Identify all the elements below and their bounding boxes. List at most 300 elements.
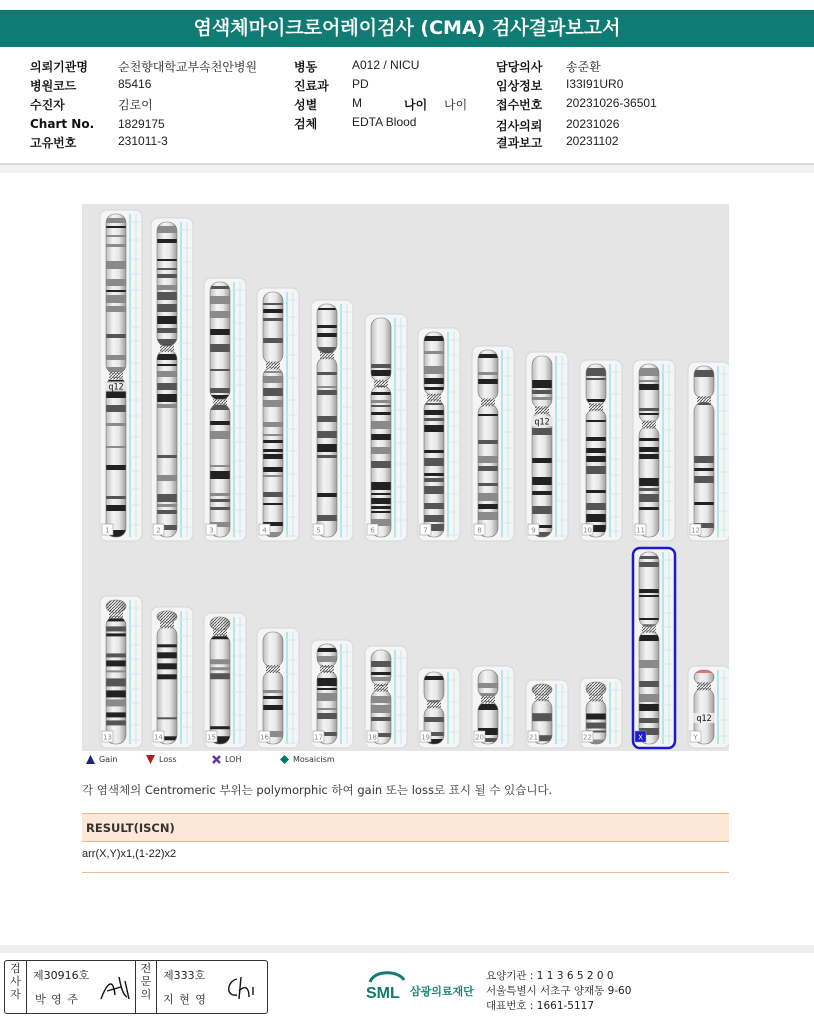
band	[317, 455, 337, 458]
band	[424, 336, 444, 341]
band	[639, 704, 659, 711]
sex-label: 성별	[294, 98, 318, 112]
age-label: 나이	[404, 98, 428, 112]
band	[639, 438, 659, 441]
band	[106, 653, 126, 657]
triangle-up-icon	[86, 755, 95, 764]
unique-id-value: 231011-3	[118, 134, 168, 148]
patient-value: 김로이	[118, 98, 153, 112]
band	[263, 318, 283, 321]
band	[157, 475, 177, 481]
band	[157, 328, 177, 333]
legend-loh	[212, 755, 241, 764]
signature-box	[4, 960, 268, 1014]
chromosome-10	[586, 364, 606, 537]
band	[586, 490, 606, 493]
cross-icon	[212, 755, 221, 764]
band	[317, 693, 337, 701]
band	[478, 379, 498, 384]
band	[424, 425, 444, 432]
result-iscn-value: arr(X,Y)x1,(1-22)x2	[82, 848, 177, 860]
band	[157, 455, 177, 458]
band	[263, 503, 283, 505]
band	[371, 506, 391, 509]
band	[157, 383, 177, 390]
physician-value: 송준환	[566, 60, 601, 74]
band	[586, 456, 606, 462]
foundation-name: 삼광의료재단	[410, 985, 474, 998]
band	[157, 239, 177, 243]
chromosome-number-17: 17	[314, 733, 323, 742]
band	[210, 507, 230, 510]
band	[317, 386, 337, 388]
chromosome-number-1: 1	[105, 526, 110, 535]
chromosome-17	[317, 644, 337, 744]
band	[424, 387, 444, 390]
band	[157, 644, 177, 647]
legend-loh-label: LOH	[225, 755, 242, 764]
band	[371, 672, 391, 675]
band	[371, 412, 391, 415]
band	[210, 421, 230, 425]
chromosome-5	[317, 304, 337, 537]
band	[586, 378, 606, 380]
band-annotation-Y: q12	[696, 713, 712, 724]
chromosome-body	[639, 552, 659, 744]
band	[263, 454, 283, 459]
hospital-code-value: 85416	[118, 77, 152, 91]
band	[424, 450, 444, 453]
band	[317, 515, 337, 521]
chromosome-number-9: 9	[531, 526, 536, 535]
band	[371, 677, 391, 681]
band	[424, 503, 444, 509]
band	[317, 416, 337, 422]
band	[210, 388, 230, 393]
chromosome-8	[478, 350, 498, 537]
band	[263, 422, 283, 427]
band	[106, 660, 126, 666]
band	[639, 595, 659, 597]
band	[371, 511, 391, 513]
band	[210, 369, 230, 371]
band	[210, 726, 230, 729]
chromosome-number-3: 3	[209, 526, 214, 535]
band	[157, 364, 177, 366]
chromosome-number-20: 20	[475, 733, 484, 742]
band	[424, 366, 444, 374]
band	[639, 413, 659, 415]
chromosome-number-10: 10	[583, 526, 592, 535]
band	[478, 683, 498, 688]
ward-label: 병동	[294, 60, 318, 74]
chromosome-number-22: 22	[583, 733, 592, 742]
physician-label: 담당의사	[496, 60, 543, 74]
band	[106, 505, 126, 511]
chromosome-6	[371, 318, 391, 537]
band	[694, 456, 714, 463]
band	[263, 388, 283, 396]
band	[106, 218, 126, 223]
band	[210, 673, 230, 679]
band	[157, 316, 177, 324]
band	[532, 428, 552, 435]
age-value: 나이	[444, 98, 468, 112]
address: 서울특별시 서초구 양재동 9-60	[486, 985, 632, 997]
test-request-label: 검사의뢰	[496, 119, 543, 133]
band	[157, 259, 177, 261]
band	[478, 512, 498, 520]
band	[532, 380, 552, 388]
band	[106, 626, 126, 631]
band	[317, 708, 337, 710]
band-annotation-9: q12	[534, 417, 550, 428]
chromosome-7	[424, 332, 444, 537]
band	[210, 499, 230, 502]
band	[371, 705, 391, 713]
band	[371, 392, 391, 395]
band	[639, 454, 659, 459]
band	[106, 678, 126, 686]
requesting-institution-label: 의뢰기관명	[30, 60, 88, 74]
chart-no-label: Chart No.	[30, 117, 95, 131]
specialist-signature	[223, 973, 263, 1003]
band	[478, 440, 498, 444]
specimen-label: 검체	[294, 117, 318, 131]
chromosome-body	[263, 632, 283, 744]
centromere-note: 각 염색체의 Centromeric 부위는 polymorphic 하여 gain 또는 loss로 표시 될 수 있습니다.	[82, 783, 553, 797]
band	[106, 226, 126, 228]
band	[317, 648, 337, 652]
specialist-name: 지 현 영	[163, 993, 207, 1006]
band	[317, 325, 337, 328]
institution-code: 요양기관 : 1 1 3 6 5 2 0 0	[486, 970, 614, 982]
band	[263, 303, 283, 305]
band	[210, 311, 230, 318]
band	[371, 498, 391, 504]
chromosome-number-21: 21	[529, 733, 538, 742]
chromosome-number-16: 16	[260, 733, 269, 742]
triangle-down-icon	[146, 755, 155, 764]
chromosome-number-11: 11	[636, 526, 645, 535]
result-report-value: 20231102	[566, 134, 619, 148]
band	[317, 493, 337, 497]
band	[157, 394, 177, 402]
band	[317, 390, 337, 395]
band	[586, 723, 606, 729]
band	[424, 473, 444, 476]
band	[586, 399, 606, 402]
legend-gain	[86, 755, 117, 764]
examiner-label: 검 사 자	[10, 962, 21, 1001]
band-annotation-1: q12	[108, 382, 124, 393]
examiner-name: 박 영 주	[35, 993, 79, 1006]
chromosome-body	[694, 366, 714, 537]
band	[157, 371, 177, 377]
band	[263, 492, 283, 497]
band	[424, 676, 444, 680]
band	[157, 652, 177, 658]
band	[210, 286, 230, 289]
band	[639, 589, 659, 593]
band	[639, 447, 659, 452]
band	[532, 390, 552, 394]
band	[478, 456, 498, 463]
band	[478, 466, 498, 471]
band	[263, 376, 283, 383]
band	[478, 493, 498, 501]
examiner-signature	[97, 973, 133, 1005]
band	[371, 421, 391, 429]
chromosome-13	[106, 600, 126, 744]
band	[424, 486, 444, 494]
band	[210, 493, 230, 496]
clinical-info-value: I33I91UR0	[566, 77, 624, 91]
chromosome-number-15: 15	[207, 733, 216, 742]
band	[478, 354, 498, 358]
band	[586, 514, 606, 522]
band	[210, 296, 230, 304]
band	[317, 444, 337, 452]
band	[157, 674, 177, 679]
band	[694, 370, 714, 377]
specimen-value: EDTA Blood	[352, 115, 417, 129]
chromosome-number-Y: Y	[693, 733, 698, 742]
chromosome-2	[157, 222, 177, 537]
band	[157, 504, 177, 507]
band	[586, 503, 606, 510]
band	[157, 268, 177, 270]
band	[371, 493, 391, 495]
band	[210, 329, 230, 335]
band	[532, 491, 552, 495]
band	[371, 370, 391, 376]
band	[424, 418, 444, 421]
band	[317, 372, 337, 375]
chromosome-number-8: 8	[477, 526, 482, 535]
band	[106, 633, 126, 636]
band	[263, 690, 283, 693]
band	[639, 635, 659, 641]
band	[639, 618, 659, 620]
band	[157, 226, 177, 233]
band	[210, 344, 230, 352]
band	[317, 688, 337, 690]
diamond-icon	[280, 755, 289, 764]
band	[210, 667, 230, 670]
footer-band	[0, 945, 814, 953]
band	[106, 496, 126, 499]
band	[106, 670, 126, 672]
band	[263, 338, 283, 343]
chromosome-number-X: X	[638, 733, 643, 742]
band	[478, 483, 498, 486]
band	[157, 510, 177, 514]
band	[371, 482, 391, 490]
chromosome-11	[639, 364, 659, 537]
receipt-number-value: 20231026-36501	[566, 96, 657, 110]
chromosome-18	[371, 650, 391, 744]
report-title: 염색체마이크로어레이검사 (CMA) 검사결과보고서	[0, 10, 814, 47]
band	[586, 368, 606, 376]
band	[157, 404, 177, 408]
band	[210, 465, 230, 467]
chromosome-number-13: 13	[103, 733, 112, 742]
band	[157, 354, 177, 360]
band	[424, 515, 444, 522]
band	[106, 405, 126, 412]
band	[478, 372, 498, 375]
hospital-code-label: 병원코드	[30, 79, 77, 93]
band	[106, 423, 126, 426]
band	[157, 285, 177, 290]
band	[371, 364, 391, 368]
band	[317, 656, 337, 662]
band	[106, 699, 126, 706]
chromosome-number-12: 12	[691, 526, 700, 535]
chromosome-9	[532, 356, 552, 539]
band	[371, 461, 391, 468]
band	[424, 351, 444, 354]
band	[157, 494, 177, 502]
band	[210, 471, 230, 479]
band	[106, 355, 126, 360]
band	[157, 274, 177, 278]
band	[263, 400, 283, 407]
band	[694, 468, 714, 471]
band	[106, 334, 126, 338]
band	[157, 717, 177, 719]
result-divider	[82, 872, 729, 873]
band	[263, 449, 283, 452]
chart-no-value: 1829175	[118, 117, 165, 131]
band	[263, 371, 283, 373]
specialist-label: 전 문 의	[140, 962, 152, 1001]
chromosome-12	[694, 366, 714, 537]
legend-loss-label: Loss	[159, 755, 177, 764]
info-gray-band	[0, 165, 814, 173]
band	[371, 447, 391, 454]
band	[106, 290, 126, 292]
band	[210, 431, 230, 439]
chromosome-X	[639, 552, 659, 744]
ward-value: A012 / NICU	[352, 58, 420, 72]
band	[586, 420, 606, 422]
examiner-license: 제30916호	[33, 969, 90, 982]
band	[106, 465, 126, 470]
chromosome-16	[263, 632, 283, 744]
band	[424, 378, 444, 384]
clinical-info-label: 임상정보	[496, 79, 543, 93]
band	[639, 478, 659, 486]
band	[263, 475, 283, 477]
band	[371, 434, 391, 440]
band	[106, 295, 126, 303]
department-label: 진료과	[294, 79, 329, 93]
chromosome-number-14: 14	[154, 733, 163, 742]
chromosome-number-4: 4	[262, 526, 267, 535]
band	[263, 705, 283, 710]
band	[424, 478, 444, 482]
band	[424, 458, 444, 466]
band	[639, 384, 659, 390]
band	[317, 333, 337, 337]
band	[532, 713, 552, 721]
requesting-institution-value: 순천향대학교부속천안병원	[118, 60, 258, 74]
band	[424, 410, 444, 415]
band	[586, 448, 606, 453]
chromosome-number-19: 19	[421, 733, 430, 742]
department-value: PD	[352, 77, 369, 91]
result-report-label: 결과보고	[496, 136, 543, 150]
band	[639, 368, 659, 376]
band	[694, 476, 714, 483]
specialist-license: 제333호	[163, 969, 206, 982]
phone-number: 대표번호 : 1661-5117	[486, 1000, 595, 1012]
band	[371, 405, 391, 407]
logo-text: SML	[366, 985, 400, 1002]
band	[106, 235, 126, 237]
band	[317, 431, 337, 438]
band	[532, 397, 552, 400]
band	[106, 261, 126, 269]
band	[639, 494, 659, 502]
karyogram	[82, 204, 729, 751]
band	[532, 477, 552, 485]
band	[106, 690, 126, 697]
band	[157, 304, 177, 312]
test-request-value: 20231026	[566, 117, 620, 131]
band	[586, 466, 606, 474]
band	[106, 306, 126, 312]
band	[424, 403, 444, 405]
band	[478, 704, 498, 710]
band	[478, 504, 498, 509]
band	[639, 562, 659, 567]
sml-logo-icon	[364, 968, 408, 1004]
band	[210, 659, 230, 664]
band	[639, 694, 659, 702]
band	[639, 408, 659, 411]
band	[263, 440, 283, 443]
band	[371, 400, 391, 403]
legend-mosaicism-label: Mosaicism	[293, 755, 335, 764]
karyogram-svg	[82, 204, 729, 751]
band	[263, 467, 283, 472]
chromosome-number-2: 2	[156, 526, 161, 535]
band	[532, 458, 552, 463]
legend-loss	[146, 755, 177, 764]
patient-label: 수진자	[30, 98, 65, 112]
band	[371, 696, 391, 703]
band	[263, 696, 283, 699]
band	[639, 718, 659, 723]
band	[639, 681, 659, 687]
chromosome-body	[263, 292, 283, 537]
examiner-section-label	[5, 961, 27, 1013]
legend-gain-label: Gain	[99, 755, 118, 764]
band	[478, 414, 498, 416]
band	[639, 507, 659, 510]
band	[317, 713, 337, 719]
chromosome-number-6: 6	[370, 526, 375, 535]
band	[317, 678, 337, 686]
specialist-section-label	[135, 961, 157, 1013]
band	[639, 380, 659, 382]
band	[532, 506, 552, 514]
band	[106, 279, 126, 286]
band	[371, 717, 391, 721]
